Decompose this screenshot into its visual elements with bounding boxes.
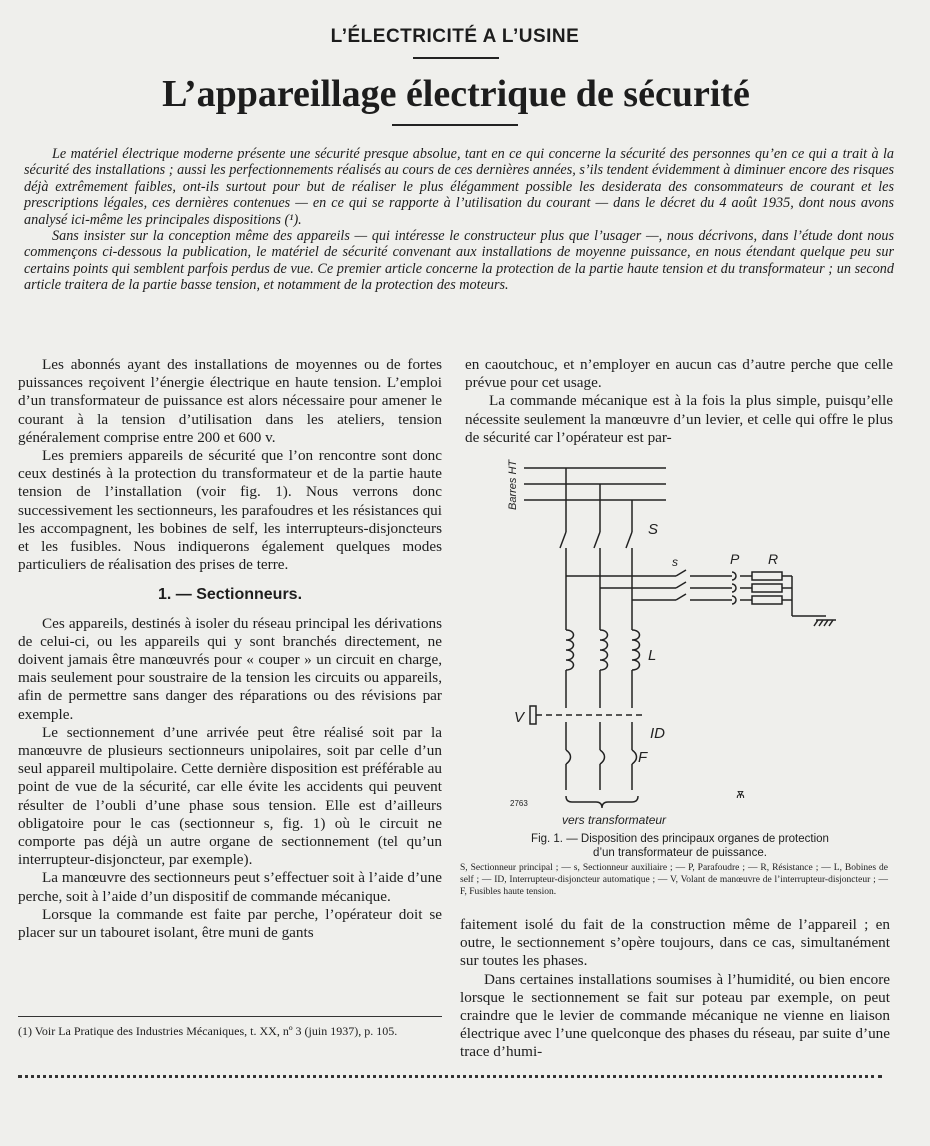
disconnector-blade <box>560 532 566 548</box>
label-L: L <box>648 647 657 664</box>
label-R: R <box>768 551 779 567</box>
disconnector-blade <box>594 532 600 548</box>
resistance-r <box>752 596 782 604</box>
figure-legend: S, Sectionneur principal ; — s, Sectionneur auxiliaire ; — P, Parafoudre ; — R, Résistance ; — L, Bobines de self ; — ID, Interrupteur-disjoncteur automatique ; — V, Volant de manœuvre de l’interrupteur-disjoncteur ; — F, Fusibles haute tension. <box>460 863 888 897</box>
right-column-bottom <box>460 916 890 1062</box>
caption-line: Fig. 1. — Disposition des principaux organes de protection <box>531 833 829 845</box>
label-s: s <box>672 555 678 569</box>
label-S: S <box>648 521 659 538</box>
body-paragraph: La manœuvre des sectionneurs peut s’effectuer soit à l’aide d’une perche, soit à l’aide d’un dispositif de commande mécanique. <box>18 869 442 905</box>
body-paragraph: Les premiers appareils de sécurité que l’on rencontre sont donc ceux destinés à la protection du transformateur et de la partie haute tension de l’installation (voir fig. 1). Nous verrons donc successivement les sectionneurs, les parafoudres et les résistances qui les accompagnent, les bobines de self, les interrupteurs-disjoncteurs et les fusibles. Nous indiquerons également quelques modes particuliers de réalisation des prises de terre. <box>18 447 442 574</box>
footnote-rule <box>18 1016 442 1017</box>
figure-schematic <box>486 450 896 830</box>
article-title: L’appareillage électrique de sécurité <box>162 73 750 115</box>
title-underline <box>392 124 518 126</box>
article-intro <box>24 146 894 294</box>
engraver-mark: ѫ <box>736 786 745 801</box>
self-coil-l <box>632 630 640 670</box>
body-paragraph: Ces appareils, destinés à isoler du réseau principal les dérivations de celui-ci, ou les appareils qui y sont branchés directement, ne doivent jamais être manœuvrés pour « couper » un circuit en charge, mais seulement pour soustraire de la tension les circuits ou appareils, afin de permettre sans danger des réparations ou des révisions par exemple. <box>18 614 442 723</box>
arrester-p <box>732 584 736 592</box>
footnote: (1) Voir La Pratique des Industries Mécaniques, t. XX, nº 3 (juin 1937), p. 105. <box>18 1024 398 1038</box>
figure-plate-number: 2763 <box>510 799 528 808</box>
arrester-p <box>732 572 736 580</box>
busbar-label: Barres HT <box>507 459 519 510</box>
fuse-f <box>600 750 605 764</box>
disconnector-blade <box>626 532 632 548</box>
body-paragraph: faitement isolé du fait de la construction même de l’appareil ; en outre, le sectionnement s’opère toujours, dans ce cas, simultanément sur toutes les phases. <box>460 916 890 970</box>
section-rubric: L’ÉLECTRICITÉ A L’USINE <box>330 26 580 47</box>
label-V: V <box>514 709 525 726</box>
section-heading: 1. — Sectionneurs. <box>157 586 303 604</box>
resistance-r <box>752 572 782 580</box>
label-F: F <box>638 749 648 766</box>
page-bottom-rule <box>18 1075 882 1078</box>
left-column <box>18 356 442 942</box>
fuse-f <box>566 750 571 764</box>
intro-paragraph-2: Sans insister sur la conception même des appareils — qui intéresse le constructeur plus que l’usager —, nous décrivons, dans l’étude dont nous commençons ci-dessous la publication, le matériel de sécurité convenant aux installations de moyenne puissance, en nous étendant quelque peu sur certains points qui semblent parfois perdus de vue. Ce premier article concerne la protection de la partie haute tension et du transformateur ; un second article traitera de la partie basse tension, et notamment de la protection des moteurs. <box>24 228 894 294</box>
figure-caption <box>470 832 890 860</box>
body-paragraph: en caoutchouc, et n’employer en aucun cas d’autre perche que celle prévue pour cet usage. <box>465 356 893 392</box>
label-transformer: vers transformateur <box>562 813 667 827</box>
right-column-top <box>465 356 893 447</box>
body-paragraph: Dans certaines installations soumises à l’humidité, ou bien encore lorsque le sectionnement se fait sur poteau par exemple, on peut craindre que le levier de commande mécanique ne vienne en liaison électrique avec l’une quelconque des phases du réseau, par suite d’une trace d’humi- <box>460 970 890 1061</box>
label-ID: ID <box>650 725 665 742</box>
caption-line: d’un transformateur de puissance. <box>593 847 767 859</box>
body-paragraph: Les abonnés ayant des installations de moyennes ou de fortes puissances reçoivent l’énergie électrique en haute tension. L’emploi d’un transformateur de puissance est alors nécessaire pour amener le courant à la tension d’utilisation dans les ateliers, tension généralement comprise entre 200 et 600 v. <box>18 356 442 446</box>
body-paragraph: Lorsque la commande est faite par perche, l’opérateur doit se placer sur un tabouret isolant, être muni de gants <box>18 905 442 942</box>
fuse-f <box>632 750 637 764</box>
self-coil-l <box>566 630 574 670</box>
body-paragraph: Le sectionnement d’une arrivée peut être réalisé soit par la manœuvre de plusieurs sectionneurs unipolaires, soit par celle d’un seul appareil multipolaire. Cette dernière disposition est préférable au point de vue de la sécurité, car elle évite les accidents qui peuvent résulter de l’oubli d’une phase sous tension. Elle est d’ailleurs obligatoire pour le cas (sectionneur s, fig. 1) où le circuit ne comporte pas déjà un autre organe de sectionnement (tel qu’un interrupteur-disjoncteur, par exemple). <box>18 723 442 869</box>
label-P: P <box>730 551 740 567</box>
resistance-r <box>752 584 782 592</box>
handwheel-v <box>530 706 536 724</box>
arrester-p <box>732 596 736 604</box>
body-paragraph: La commande mécanique est à la fois la plus simple, puisqu’elle nécessite seulement la manœuvre d’un levier, et celle qui offre le plus de sécurité car l’opérateur est par- <box>465 392 893 446</box>
rubric-underline <box>413 57 499 59</box>
intro-paragraph-1: Le matériel électrique moderne présente une sécurité presque absolue, tant en ce qui concerne la sécurité des personnes qu’en ce qui a trait à la sécurité des installations ; aussi les perfectionnements réalisés au cours de ces dernières années, s’ils tendent évidemment à diminuer encore des risques déjà extrêmement faibles, ont-ils surtout pour but de réaliser le plus élégamment possible les desiderata des consommateurs de courant et les prescriptions légales, ces dernières contenues — en ce qui se rapporte à l’utilisation du courant — dans le décret du 4 août 1935, dont nous avons analysé ici-même les principales dispositions (¹). <box>24 146 894 228</box>
self-coil-l <box>600 630 608 670</box>
transformer-brace <box>566 796 638 808</box>
